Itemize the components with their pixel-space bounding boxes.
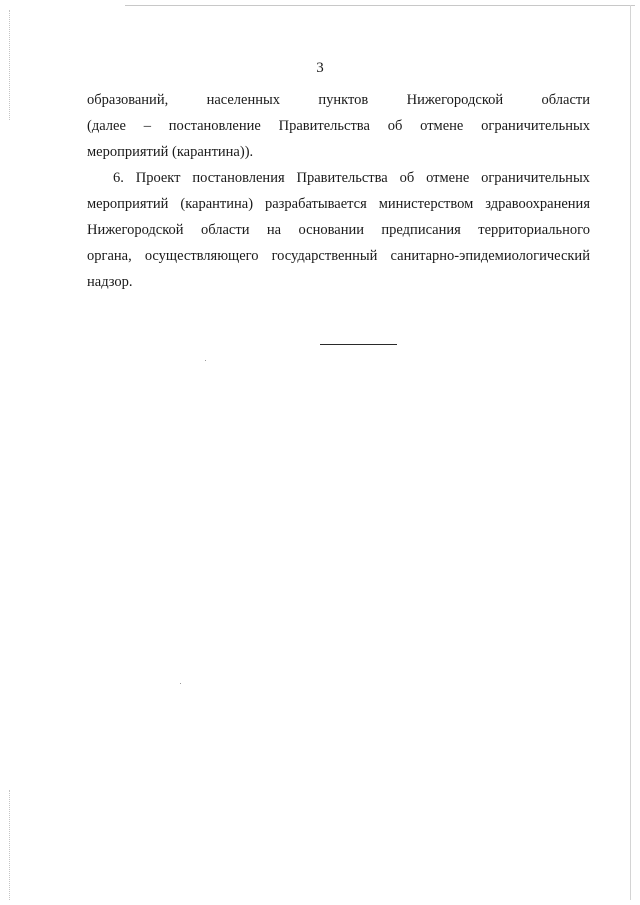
word: Проект bbox=[135, 170, 181, 186]
end-of-text-rule bbox=[320, 344, 397, 345]
text-line-last: мероприятий (карантина)). bbox=[87, 144, 254, 160]
word: постановление bbox=[168, 118, 261, 134]
word: санитарно-эпидемиологический bbox=[390, 248, 590, 264]
word: территориального bbox=[478, 222, 590, 238]
word: Правительства bbox=[278, 118, 370, 134]
scan-edge-top bbox=[125, 5, 635, 6]
word: области bbox=[541, 92, 590, 108]
text-line bbox=[87, 113, 590, 139]
text-line bbox=[87, 191, 590, 217]
word: мероприятий bbox=[87, 196, 169, 212]
word: об bbox=[399, 170, 415, 186]
word: ограничительных bbox=[481, 118, 590, 134]
text-line bbox=[87, 87, 590, 113]
word: Нижегородской bbox=[87, 222, 184, 238]
word: Правительства bbox=[296, 170, 388, 186]
word: пунктов bbox=[318, 92, 369, 108]
word: (карантина) bbox=[180, 196, 254, 212]
word: (далее bbox=[87, 118, 126, 134]
word: на bbox=[266, 222, 282, 238]
word: ограничительных bbox=[481, 170, 590, 186]
word: органа, bbox=[87, 248, 132, 264]
word: об bbox=[387, 118, 403, 134]
word: населенных bbox=[206, 92, 280, 108]
word: образований, bbox=[87, 92, 169, 108]
word: министерством bbox=[378, 196, 474, 212]
word: разрабатывается bbox=[264, 196, 367, 212]
word: осуществляющего bbox=[144, 248, 259, 264]
text-line bbox=[87, 243, 590, 269]
scan-speck bbox=[180, 683, 181, 684]
word: Нижегородской bbox=[406, 92, 504, 108]
word: отмене bbox=[426, 170, 470, 186]
paragraph-continuation bbox=[87, 87, 590, 165]
page-number: 3 bbox=[316, 60, 324, 76]
word: – bbox=[143, 118, 151, 134]
word: здравоохранения bbox=[485, 196, 590, 212]
paragraph-number: 6. bbox=[113, 170, 124, 186]
scan-edge-right bbox=[630, 5, 631, 900]
text-line-last: надзор. bbox=[87, 274, 133, 290]
word: отмене bbox=[420, 118, 464, 134]
scan-speck bbox=[205, 360, 206, 361]
word: постановления bbox=[192, 170, 285, 186]
word: предписания bbox=[381, 222, 461, 238]
text-line-first bbox=[87, 165, 590, 191]
word: основании bbox=[298, 222, 364, 238]
paragraph-6 bbox=[87, 165, 590, 295]
text-line bbox=[87, 217, 590, 243]
word: государственный bbox=[271, 248, 378, 264]
word: области bbox=[200, 222, 250, 238]
scan-edge-left-bottom bbox=[9, 790, 11, 900]
